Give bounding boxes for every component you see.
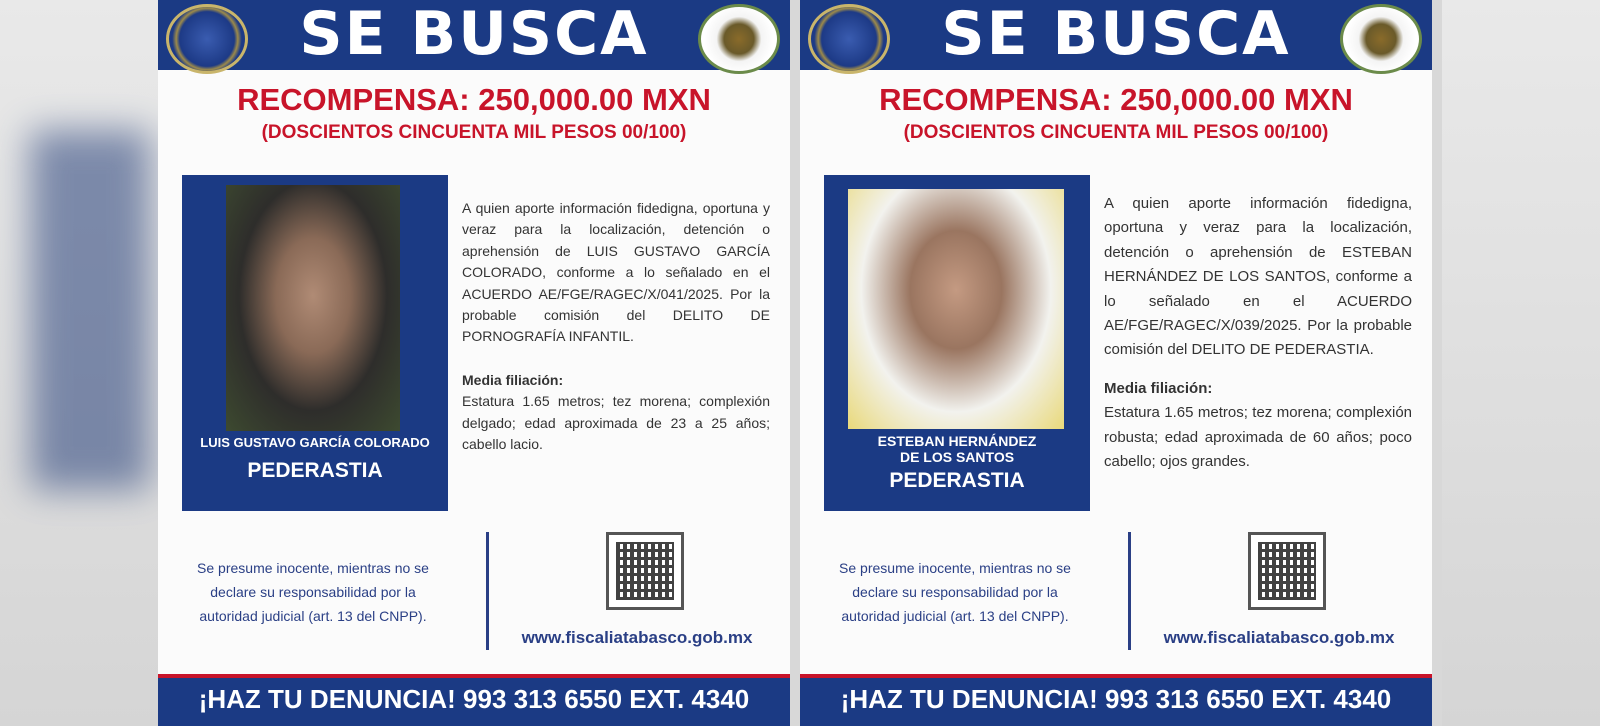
blurred-background [30, 130, 150, 490]
presumption-text: Se presume inocente, mientras no se declare su responsabilidad por la autoridad judicial (art. 13 del CNPP). [197, 560, 429, 624]
media-filiacion-title: Media filiación: [1104, 379, 1213, 397]
poster-footer [800, 674, 1432, 726]
suspect-name-line-1: ESTEBAN HERNÁNDEZ [877, 433, 1037, 449]
footer-text: ¡HAZ TU DENUNCIA! 993 313 6550 EXT. 4340 [840, 684, 1392, 714]
wanted-poster-2 [800, 0, 1432, 726]
info-text: A quien aporte información fidedigna, oportuna y veraz para la localización, detención o aprehensión de ESTEBAN HERNÁNDEZ DE LOS SANTOS, conforme a lo señalado en el ACUERDO AE/FGE/RAGEC/X/039/2025. Por la probable comisión del DELITO DE PEDERASTIA. [1104, 195, 1412, 359]
jaguar-emblem-icon [698, 4, 780, 74]
media-filiacion-text: Estatura 1.65 metros; tez morena; complexión delgado; edad aproximada de 23 a 25 años; cabello lacio. [462, 393, 770, 453]
background-left [0, 0, 158, 726]
footer-text: ¡HAZ TU DENUNCIA! 993 313 6550 EXT. 4340 [198, 684, 750, 714]
suspect-photo [848, 189, 1064, 429]
qr-code-icon [1248, 532, 1326, 610]
divider [1128, 532, 1131, 650]
poster-footer [158, 674, 790, 726]
poster-header [158, 0, 790, 70]
info-paragraph [1104, 192, 1412, 474]
background-right [1442, 0, 1600, 726]
wanted-poster-1 [158, 0, 790, 726]
suspect-card [182, 175, 448, 511]
poster-title: SE BUSCA [299, 0, 649, 69]
reward-words: (DOSCIENTOS CINCUENTA MIL PESOS 00/100) [903, 122, 1329, 143]
reward-amount: RECOMPENSA: 250,000.00 MXN [237, 82, 711, 117]
crime-label: PEDERASTIA [247, 459, 383, 482]
website-link: www.fiscaliatabasco.gob.mx [521, 628, 753, 647]
reward-amount: RECOMPENSA: 250,000.00 MXN [879, 82, 1353, 117]
jaguar-emblem-icon [1340, 4, 1422, 74]
poster-header [800, 0, 1432, 70]
reward-words: (DOSCIENTOS CINCUENTA MIL PESOS 00/100) [261, 122, 687, 143]
divider [486, 532, 489, 650]
media-filiacion-title: Media filiación: [462, 371, 564, 388]
suspect-photo [226, 185, 400, 431]
suspect-name: LUIS GUSTAVO GARCÍA COLORADO [200, 435, 430, 450]
suspect-name-line-2: DE LOS SANTOS [899, 449, 1015, 465]
qr-code-icon [606, 532, 684, 610]
info-paragraph [462, 198, 770, 455]
crime-label: PEDERASTIA [889, 469, 1025, 492]
presumption-text: Se presume inocente, mientras no se declare su responsabilidad por la autoridad judicial (art. 13 del CNPP). [839, 560, 1071, 624]
poster-title: SE BUSCA [941, 0, 1291, 69]
suspect-card [824, 175, 1090, 511]
media-filiacion-text: Estatura 1.65 metros; tez morena; complexión robusta; edad aproximada de 60 años; poco cabello; ojos grandes. [1104, 404, 1412, 471]
info-text: A quien aporte información fidedigna, oportuna y veraz para la localización, detención o aprehensión de LUIS GUSTAVO GARCÍA COLORADO, conforme a lo señalado en el ACUERDO AE/FGE/RAGEC/X/041/2025. Por la probable comisión del DELITO DE PORNOGRAFÍA INFANTIL. [462, 200, 770, 345]
website-link: www.fiscaliatabasco.gob.mx [1163, 628, 1395, 647]
